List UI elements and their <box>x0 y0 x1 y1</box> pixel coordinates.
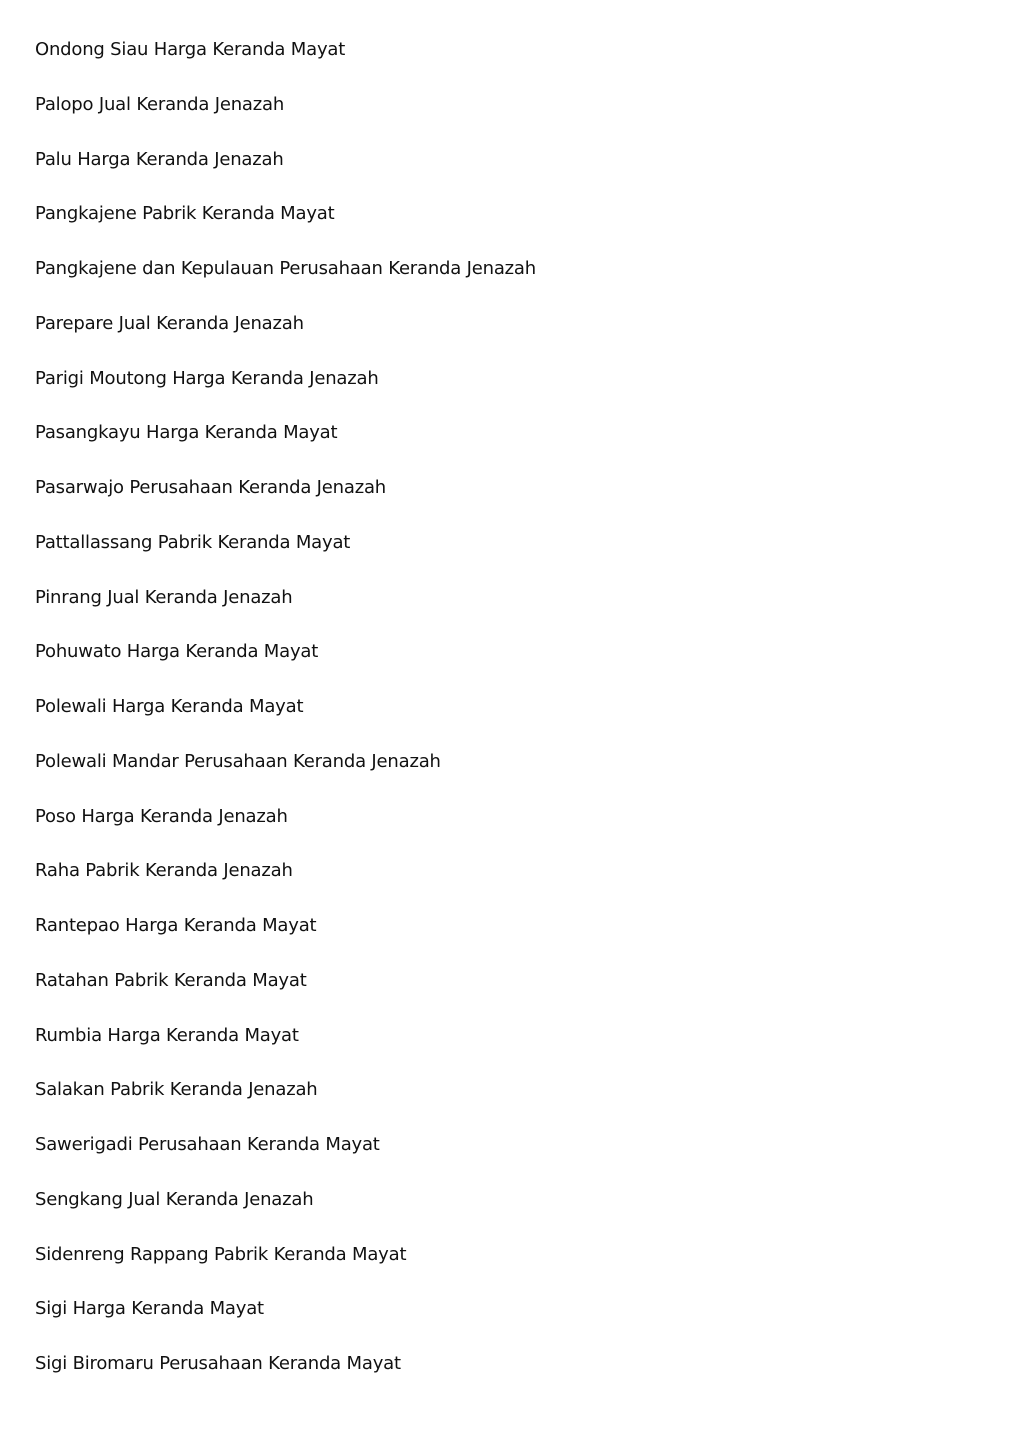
list-item[interactable] <box>35 911 536 966</box>
list-item-text[interactable]: Palu Harga Keranda Jenazah <box>35 148 284 170</box>
list-item[interactable] <box>35 145 536 200</box>
list-item-text[interactable]: Salakan Pabrik Keranda Jenazah <box>35 1079 318 1101</box>
list-item[interactable] <box>35 1240 536 1295</box>
list-item-text[interactable]: Rantepao Harga Keranda Mayat <box>35 915 317 936</box>
list-item-text[interactable]: Sidenreng Rappang Pabrik Keranda Mayat <box>35 1243 407 1265</box>
list-item[interactable] <box>35 1294 536 1349</box>
list-item-text[interactable]: Pangkajene dan Kepulauan Perusahaan Keranda Jenazah <box>35 258 536 279</box>
list-item[interactable] <box>35 90 536 145</box>
list-item[interactable] <box>35 802 536 857</box>
list-item[interactable] <box>35 364 536 419</box>
list-item-text[interactable]: Parigi Moutong Harga Keranda Jenazah <box>35 367 379 389</box>
list-item[interactable] <box>35 856 536 911</box>
list-item-text[interactable]: Parepare Jual Keranda Jenazah <box>35 312 304 334</box>
location-list <box>35 35 536 1404</box>
list-item-text[interactable]: Sengkang Jual Keranda Jenazah <box>35 1188 314 1210</box>
list-item[interactable] <box>35 637 536 692</box>
list-item[interactable] <box>35 473 536 528</box>
list-item-text[interactable]: Sawerigadi Perusahaan Keranda Mayat <box>35 1134 380 1155</box>
list-item[interactable] <box>35 418 536 473</box>
list-item[interactable] <box>35 1185 536 1240</box>
list-item-text[interactable]: Sigi Biromaru Perusahaan Keranda Mayat <box>35 1353 401 1374</box>
list-item-text[interactable]: Pinrang Jual Keranda Jenazah <box>35 586 293 608</box>
list-item[interactable] <box>35 966 536 1021</box>
list-item-text[interactable]: Raha Pabrik Keranda Jenazah <box>35 860 293 882</box>
list-item-text[interactable]: Pasangkayu Harga Keranda Mayat <box>35 422 338 444</box>
list-item-text[interactable]: Pohuwato Harga Keranda Mayat <box>35 641 319 663</box>
list-item-text[interactable]: Pangkajene Pabrik Keranda Mayat <box>35 203 335 225</box>
list-item-text[interactable]: Pasarwajo Perusahaan Keranda Jenazah <box>35 477 386 498</box>
list-item-text[interactable]: Polewali Mandar Perusahaan Keranda Jenazah <box>35 750 441 772</box>
list-item[interactable] <box>35 1075 536 1130</box>
list-item-text[interactable]: Palopo Jual Keranda Jenazah <box>35 93 285 115</box>
list-item[interactable] <box>35 199 536 254</box>
list-item-text[interactable]: Rumbia Harga Keranda Mayat <box>35 1024 299 1046</box>
list-item[interactable] <box>35 309 536 364</box>
list-item[interactable] <box>35 35 536 90</box>
list-item-text[interactable]: Poso Harga Keranda Jenazah <box>35 805 288 827</box>
list-item[interactable] <box>35 1130 536 1185</box>
list-item[interactable] <box>35 254 536 309</box>
list-item[interactable] <box>35 528 536 583</box>
list-item-text[interactable]: Sigi Harga Keranda Mayat <box>35 1298 264 1320</box>
list-item-text[interactable]: Ondong Siau Harga Keranda Mayat <box>35 39 346 60</box>
list-item-text[interactable]: Polewali Harga Keranda Mayat <box>35 696 304 717</box>
list-item[interactable] <box>35 692 536 747</box>
list-item[interactable] <box>35 583 536 638</box>
list-item-text[interactable]: Ratahan Pabrik Keranda Mayat <box>35 969 307 991</box>
list-item[interactable] <box>35 747 536 802</box>
list-item[interactable] <box>35 1349 536 1404</box>
list-item[interactable] <box>35 1021 536 1076</box>
list-item-text[interactable]: Pattallassang Pabrik Keranda Mayat <box>35 531 351 553</box>
